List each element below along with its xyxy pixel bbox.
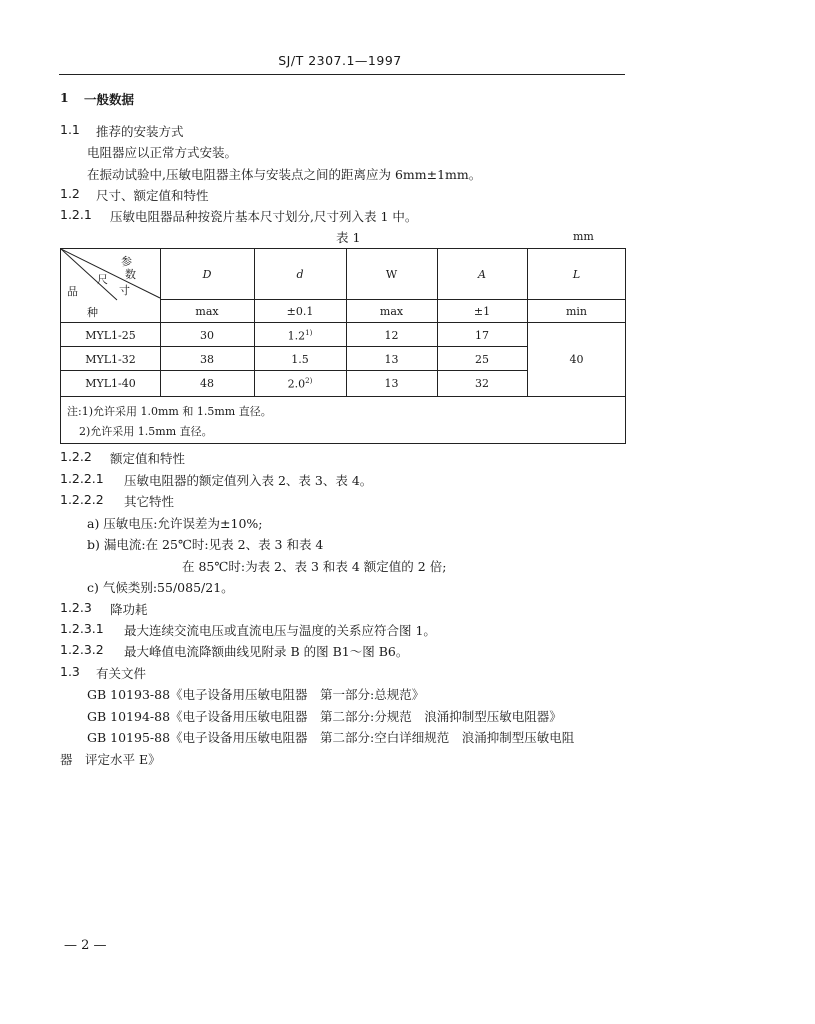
section-1-2-3-2-text: 最大峰值电流降额曲线见附录 B 的图 B1～图 B6。 xyxy=(124,644,409,659)
section-1-2-2-1-number: 1.2.2.1 xyxy=(60,471,104,486)
row-2-name: MYL1-32 xyxy=(85,353,136,366)
item-c-climatic-category: c) 气候类别:55/085/21。 xyxy=(87,580,234,595)
row-1-W: 12 xyxy=(384,329,399,342)
limit-D: max xyxy=(195,305,219,318)
table-note-2: 2)允许采用 1.5mm 直径。 xyxy=(79,425,213,438)
section-1-3-title: 有关文件 xyxy=(96,666,147,681)
header-A: A xyxy=(478,268,486,281)
item-b-leakage-85c: 在 85℃时:为表 2、表 3 和表 4 额定值的 2 倍; xyxy=(182,559,447,574)
section-1-2-2-number: 1.2.2 xyxy=(60,449,92,464)
row-1-d: 1.2$^{1)}$ xyxy=(287,329,313,343)
table-1 xyxy=(60,248,626,444)
section-1-2-2-1-text: 压敏电阻器的额定值列入表 2、表 3、表 4。 xyxy=(124,473,373,488)
section-1-2-2-2-title: 其它特性 xyxy=(124,494,175,509)
header-L: L xyxy=(572,268,581,281)
section-1-2-3-2-number: 1.2.3.2 xyxy=(60,642,104,657)
corner-label-chi: 尺 xyxy=(97,273,108,286)
corner-label-shu: 数 xyxy=(125,268,136,281)
row-3-D: 48 xyxy=(200,377,214,390)
section-1-2-number: 1.2 xyxy=(60,186,80,201)
header-d: d xyxy=(296,268,304,281)
row-2-W: 13 xyxy=(384,353,399,366)
row-1-A: 17 xyxy=(475,329,489,342)
reference-doc-gb10195: GB 10195-88《电子设备用压敏电阻器 第二部分:空白详细规范 浪涌抑制型压敏电阻 xyxy=(87,730,575,745)
section-1-1-number: 1.1 xyxy=(60,122,80,137)
header-rule xyxy=(59,74,625,75)
row-1-D: 30 xyxy=(200,329,214,342)
page-number: — 2 — xyxy=(64,938,107,953)
section-1-2-3-1-number: 1.2.3.1 xyxy=(60,621,104,636)
section-1-number: 1 xyxy=(60,90,69,105)
reference-doc-gb10193: GB 10193-88《电子设备用压敏电阻器 第一部分:总规范》 xyxy=(87,687,425,702)
limit-L: min xyxy=(565,305,588,318)
corner-label-zhong: 种 xyxy=(87,306,98,319)
limit-W: max xyxy=(379,305,404,318)
section-1-2-1-number: 1.2.1 xyxy=(60,207,92,222)
row-3-W: 13 xyxy=(384,377,399,390)
row-3-d: 2.0$^{2)}$ xyxy=(287,377,313,391)
row-3-name: MYL1-40 xyxy=(85,377,136,390)
section-1-3-number: 1.3 xyxy=(60,664,80,679)
limit-A: ±1 xyxy=(473,305,491,318)
section-1-1-paragraph-1: 电阻器应以正常方式安装。 xyxy=(87,145,238,160)
corner-label-pin: 品 xyxy=(67,285,78,298)
section-1-2-3-number: 1.2.3 xyxy=(60,600,92,615)
standard-number-header: SJ/T 2307.1—1997 xyxy=(278,53,402,68)
reference-doc-gb10194: GB 10194-88《电子设备用压敏电阻器 第二部分:分规范 浪涌抑制型压敏电阻器》 xyxy=(87,709,562,724)
section-1-2-title: 尺寸、额定值和特性 xyxy=(96,188,209,203)
section-1-2-1-text: 压敏电阻器品种按瓷片基本尺寸划分,尺寸列入表 1 中。 xyxy=(110,209,418,224)
section-1-2-2-2-number: 1.2.2.2 xyxy=(60,492,104,507)
L-value: 40 xyxy=(569,353,584,366)
item-a-varistor-voltage: a) 压敏电压:允许误差为±10%; xyxy=(87,516,263,531)
row-1-name: MYL1-25 xyxy=(85,329,136,342)
table-1-unit: mm xyxy=(573,230,594,243)
section-1-1-title: 推荐的安装方式 xyxy=(96,124,184,139)
section-1-2-3-1-text: 最大连续交流电压或直流电压与温度的关系应符合图 1。 xyxy=(124,623,436,638)
row-2-D: 38 xyxy=(200,353,214,366)
section-1-1-paragraph-2: 在振动试验中,压敏电阻器主体与安装点之间的距离应为 6mm±1mm。 xyxy=(87,167,482,182)
row-3-A: 32 xyxy=(475,377,489,390)
row-2-A: 25 xyxy=(475,353,489,366)
reference-doc-gb10195-continued: 器 评定水平 E》 xyxy=(60,752,161,767)
section-1-2-2-title: 额定值和特性 xyxy=(110,451,186,466)
corner-label-cun: 寸 xyxy=(119,284,130,297)
section-1-title: 一般数据 xyxy=(84,92,135,107)
section-1-2-3-title: 降功耗 xyxy=(110,602,148,617)
header-D: D xyxy=(202,268,212,281)
table-note-1: 注:1)允许采用 1.0mm 和 1.5mm 直径。 xyxy=(67,405,272,418)
item-b-leakage-current: b) 漏电流:在 25℃时:见表 2、表 3 和表 4 xyxy=(87,537,324,552)
corner-label-can: 参 xyxy=(121,255,132,268)
table-1-title: 表 1 xyxy=(336,230,361,245)
header-W: W xyxy=(385,268,398,281)
row-2-d: 1.5 xyxy=(291,353,309,366)
limit-d: ±0.1 xyxy=(286,305,314,318)
